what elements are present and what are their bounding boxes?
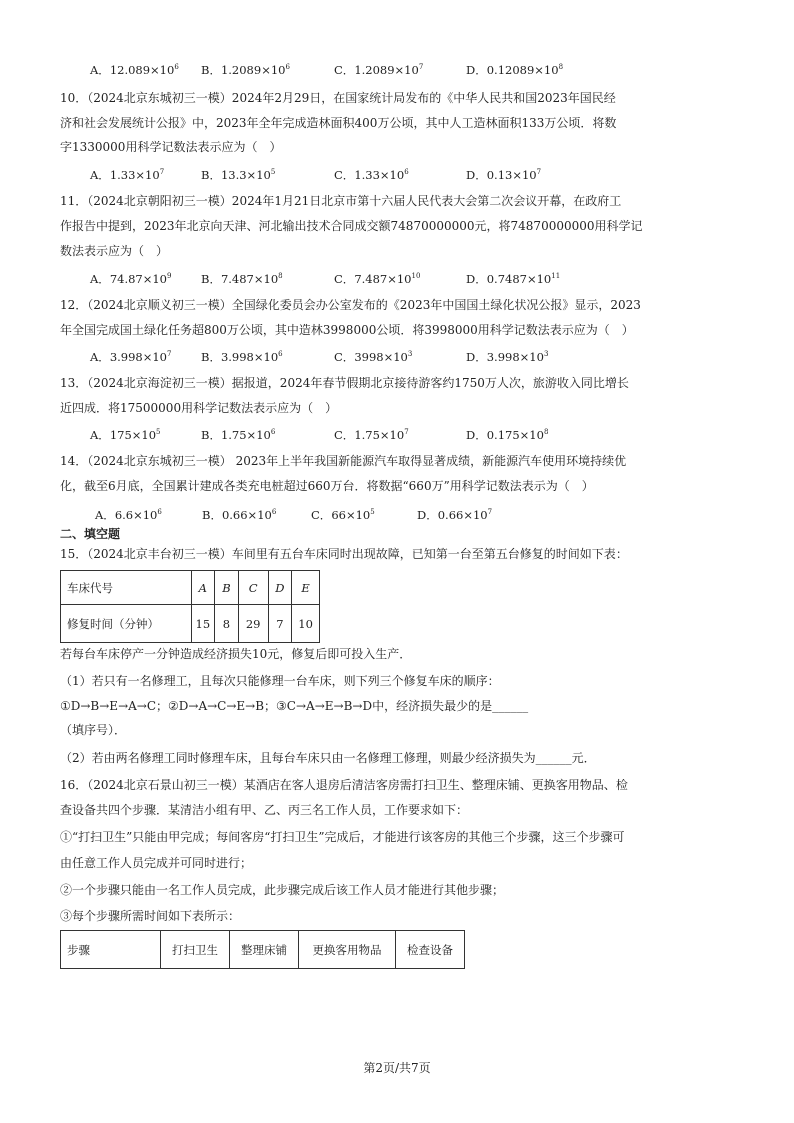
q10-option-b: B．$13.3\times 10^5$ bbox=[201, 168, 276, 182]
q14-option-d: D．$0.66\times 10^7$ bbox=[417, 508, 493, 522]
q14-option-b: B．$0.66\times 10^6$ bbox=[202, 508, 277, 522]
q16-table-row bbox=[61, 931, 465, 969]
q16-steps-table bbox=[60, 930, 465, 969]
q10-line-2: 济和社会发展统计公报》中，2023年全年完成造林面积400万公顷，其中人工造林面积133万公顷．将数 bbox=[60, 116, 617, 130]
q12-line-1: 12．（2024北京顺义初三一模）全国绿化委员会办公室发布的《2023年中国国土绿化状况公报》显示，2023 bbox=[60, 298, 641, 312]
q16-line-4: 由任意工作人员完成并可同时进行； bbox=[60, 856, 253, 870]
q15-part-1: （1）若只有一名修理工，且每次只能修理一台车床，则下列三个修复车床的顺序： bbox=[60, 674, 500, 688]
q15-time-cell: 15 bbox=[191, 605, 215, 643]
q16-table-header: 步骤 bbox=[61, 931, 161, 969]
q15-repair-table bbox=[60, 570, 320, 643]
q13-option-c: C．$1.75\times 10^7$ bbox=[334, 428, 409, 442]
q15-time-cell: 8 bbox=[215, 605, 239, 643]
section-heading: 二、填空题 bbox=[60, 527, 121, 541]
q10-option-a: A．$1.33\times 10^7$ bbox=[90, 168, 165, 182]
q15-note: 若每台车床停产一分钟造成经济损失10元，修复后即可投入生产． bbox=[60, 647, 412, 661]
page-footer: 第2页/共7页 bbox=[363, 1061, 431, 1075]
q11-option-c: C．$7.487\times 10^{10}$ bbox=[334, 272, 421, 286]
q9-option-b: B．$1.2089\times 10^6$ bbox=[201, 63, 290, 77]
q9-option-d: D．$0.12089\times 10^8$ bbox=[466, 63, 564, 77]
q16-line-5: ②一个步骤只能由一名工作人员完成，此步骤完成后该工作人员才能进行其他步骤； bbox=[60, 883, 505, 897]
q16-step-cell: 整理床铺 bbox=[230, 931, 299, 969]
q16-line-1: 16．（2024北京石景山初三一模）某酒店在客人退房后清洁客房需打扫卫生、整理床铺、更换客用物品、检 bbox=[60, 778, 628, 792]
q10-option-c: C．$1.33\times 10^6$ bbox=[334, 168, 409, 182]
q13-option-d: D．$0.175\times 10^8$ bbox=[466, 428, 549, 442]
q11-option-a: A．$74.87\times 10^9$ bbox=[90, 272, 172, 286]
q16-step-cell: 打扫卫生 bbox=[161, 931, 230, 969]
q15-time-cell: 7 bbox=[268, 605, 292, 643]
q11-option-d: D．$0.7487\times 10^{11}$ bbox=[466, 272, 561, 286]
q16-step-cell: 检查设备 bbox=[396, 931, 465, 969]
q15-time-cell: 29 bbox=[238, 605, 268, 643]
q14-option-a: A．$6.6\times 10^6$ bbox=[95, 508, 162, 522]
q9-option-c: C．$1.2089\times 10^7$ bbox=[334, 63, 424, 77]
q16-step-cell: 更换客用物品 bbox=[299, 931, 396, 969]
q10-line-3: 字1330000用科学记数法表示应为（ ） bbox=[60, 140, 282, 154]
q12-option-c: C．$3998\times 10^3$ bbox=[334, 350, 413, 364]
q15-intro: 15．（2024北京丰台初三一模）车间里有五台车床同时出现故障，已知第一台至第五台修复的时间如下表： bbox=[60, 547, 628, 561]
q15-table-header: 修复时间（分钟） bbox=[61, 605, 192, 643]
q15-orders: ①D→B→E→A→C；②D→A→C→E→B；③C→A→E→B→D中，经济损失最少的是______ bbox=[60, 699, 529, 713]
q15-table-row-times bbox=[61, 605, 320, 643]
q12-line-2: 年全国完成国土绿化任务超800万公顷，其中造林3998000公顷．将3998000用科学记数法表示应为（ ） bbox=[60, 323, 634, 337]
q16-line-6: ③每个步骤所需时间如下表所示： bbox=[60, 909, 241, 923]
q15-table-header: 车床代号 bbox=[61, 571, 192, 605]
q10-line-1: 10．（2024北京东城初三一模）2024年2月29日，在国家统计局发布的《中华人民共和国2023年国民经 bbox=[60, 91, 616, 105]
q15-table-row-codes bbox=[61, 571, 320, 605]
q12-option-b: B．$3.998\times 10^6$ bbox=[201, 350, 283, 364]
q15-code-cell: C bbox=[238, 571, 268, 605]
q15-part-2: （2）若由两名修理工同时修理车床，且每台车床只由一名修理工修理，则最少经济损失为______元． bbox=[60, 751, 596, 765]
q12-option-a: A．$3.998\times 10^7$ bbox=[90, 350, 172, 364]
q14-option-c: C．$66\times 10^5$ bbox=[311, 508, 375, 522]
q11-line-3: 数法表示应为（ ） bbox=[60, 244, 169, 258]
q11-line-1: 11．（2024北京朝阳初三一模）2024年1月21日北京市第十六届人民代表大会第二次会议开幕，在政府工 bbox=[60, 194, 622, 208]
q15-time-cell: 10 bbox=[292, 605, 320, 643]
q11-option-b: B．$7.487\times 10^8$ bbox=[201, 272, 283, 286]
q14-line-1: 14．（2024北京东城初三一模） 2023年上半年我国新能源汽车取得显著成绩，新能源汽车使用环境持续优 bbox=[60, 454, 627, 468]
q9-option-a: A．$12.089\times 10^6$ bbox=[90, 63, 179, 77]
q15-code-cell: E bbox=[292, 571, 320, 605]
q11-line-2: 作报告中提到，2023年北京向天津、河北输出技术合同成交额74870000000元，将74870000000用科学记 bbox=[60, 219, 643, 233]
q16-line-2: 查设备共四个步骤．某清洁小组有甲、乙、丙三名工作人员，工作要求如下： bbox=[60, 803, 469, 817]
q15-code-cell: A bbox=[191, 571, 215, 605]
q13-line-2: 近四成．将17500000用科学记数法表示应为（ ） bbox=[60, 401, 338, 415]
q13-line-1: 13．（2024北京海淀初三一模）据报道，2024年春节假期北京接待游客约1750万人次，旅游收入同比增长 bbox=[60, 376, 629, 390]
q15-code-cell: B bbox=[215, 571, 239, 605]
q15-fill-hint: （填序号）． bbox=[60, 723, 127, 737]
q13-option-a: A．$175\times 10^5$ bbox=[90, 428, 161, 442]
q13-option-b: B．$1.75\times 10^6$ bbox=[201, 428, 276, 442]
q10-option-d: D．$0.13\times 10^7$ bbox=[466, 168, 542, 182]
q12-option-d: D．$3.998\times 10^3$ bbox=[466, 350, 549, 364]
q16-line-3: ①“打扫卫生”只能由甲完成；每间客房“打扫卫生”完成后，才能进行该客房的其他三个步骤，这三个步骤可 bbox=[60, 830, 625, 844]
q14-line-2: 化，截至6月底，全国累计建成各类充电桩超过660万台．将数据“660万”用科学记数法表示为（ ） bbox=[60, 479, 594, 493]
q15-code-cell: D bbox=[268, 571, 292, 605]
